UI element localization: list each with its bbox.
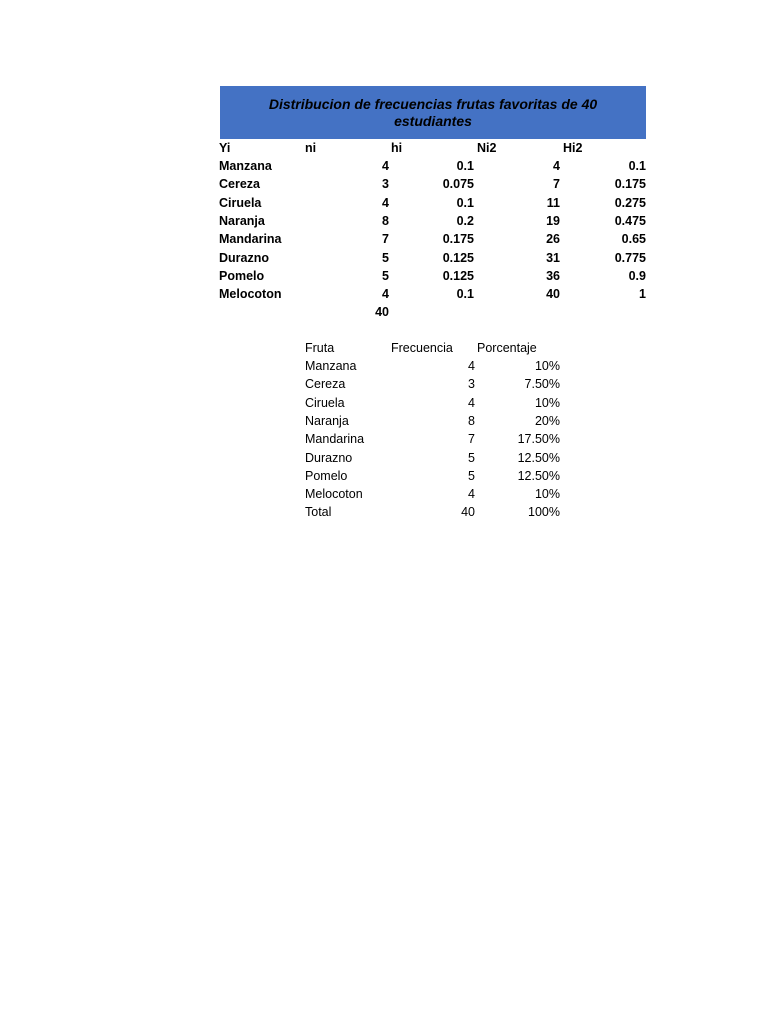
- table2-cell: 5: [468, 450, 475, 465]
- table1-header-cell: Hi2: [563, 141, 583, 155]
- table1-cell: 5: [382, 268, 389, 283]
- table1-cell: 0.775: [614, 250, 646, 265]
- table1-header-cell: hi: [391, 141, 403, 155]
- table1-cell: 0.65: [621, 232, 646, 247]
- table1-cell: 11: [546, 195, 560, 210]
- table2-cell: 4: [468, 359, 475, 373]
- table1-cell: 1: [639, 287, 646, 302]
- table1-row-label: Durazno: [219, 250, 269, 265]
- table2-row-label: Pomelo: [305, 468, 348, 483]
- table2-row-label: Total: [305, 505, 332, 520]
- table2-row-label: Ciruela: [305, 395, 345, 410]
- table1-header-cell: ni: [305, 141, 317, 155]
- table1-row-label: Naranja: [219, 213, 265, 228]
- table2-header-cell: Frecuencia: [391, 341, 453, 355]
- table1-cell: 0.1: [456, 195, 474, 210]
- table2-row-label: Mandarina: [305, 432, 365, 447]
- table1-cell: 4: [553, 159, 560, 173]
- table1-cell: 0.1: [628, 159, 646, 173]
- table2-cell: 5: [468, 468, 475, 483]
- table1-row-label: Melocoton: [219, 287, 282, 302]
- table1-cell: 0.1: [456, 159, 474, 173]
- table1-cell: 0.175: [442, 232, 474, 247]
- table1-cell: 4: [382, 159, 389, 173]
- table1-cell: 8: [382, 213, 389, 228]
- table1-cell: 26: [546, 232, 560, 247]
- table1-cell: 5: [382, 250, 389, 265]
- table1-cell: 0.075: [442, 177, 474, 192]
- table1-cell: 4: [382, 287, 389, 302]
- table1-cell: 0.475: [614, 213, 646, 228]
- table1-cell: 3: [382, 177, 389, 192]
- table1-cell: 0.125: [442, 268, 474, 283]
- table1-cell: 0.1: [456, 287, 474, 302]
- table2-cell: 4: [468, 395, 475, 410]
- table2-cell: 7: [468, 432, 475, 447]
- table2-cell: 10%: [534, 359, 560, 373]
- table1-cell: 0.2: [456, 213, 474, 228]
- table2-row-label: Manzana: [305, 359, 357, 373]
- table1-cell: 4: [382, 195, 389, 210]
- table2-cell: 40: [461, 505, 475, 520]
- table2-cell: 8: [468, 413, 475, 428]
- table1-row-label: Cereza: [219, 177, 260, 192]
- table2-cell: 17.50%: [517, 432, 560, 447]
- table2-cell: 3: [468, 377, 475, 392]
- table1-cell: 36: [546, 268, 560, 283]
- table1-title-banner: [220, 86, 646, 139]
- table2-cell: 7.50%: [524, 377, 560, 392]
- table2-row-label: Naranja: [305, 413, 349, 428]
- table2-cell: 10%: [534, 395, 560, 410]
- table2-header-cell: Porcentaje: [477, 341, 537, 355]
- table1-cell: 0.175: [614, 177, 646, 192]
- table2-row-label: Melocoton: [305, 487, 363, 502]
- table1-row-label: Pomelo: [219, 268, 265, 283]
- table1-header-cell: Yi: [219, 141, 231, 155]
- table1-title: Distribucion de frecuencias frutas favoritas de 40 estudiantes: [268, 95, 598, 129]
- table1-cell: 40: [546, 287, 560, 302]
- table1-cell: 7: [553, 177, 560, 192]
- table2-cell: 4: [468, 487, 475, 502]
- table1-cell: 0.125: [442, 250, 474, 265]
- table2-header-cell: Fruta: [305, 341, 335, 355]
- table1-cell: 19: [546, 213, 560, 228]
- table1-row-label: Manzana: [219, 159, 272, 173]
- table2-cell: 12.50%: [517, 450, 560, 465]
- table2-cell: 12.50%: [517, 468, 560, 483]
- table1-row-label: Ciruela: [219, 195, 262, 210]
- table2-cell: 100%: [528, 505, 560, 520]
- table1-cell: 31: [546, 250, 560, 265]
- table1-row-label: Mandarina: [219, 232, 282, 247]
- table1-cell: 0.275: [614, 195, 646, 210]
- table1-total-ni: 40: [375, 305, 389, 320]
- table2-row-label: Cereza: [305, 377, 346, 392]
- table1-header-cell: Ni2: [477, 141, 497, 155]
- table2-row-label: Durazno: [305, 450, 353, 465]
- table2-cell: 10%: [534, 487, 560, 502]
- table1-cell: 0.9: [628, 268, 646, 283]
- table1-cell: 7: [382, 232, 389, 247]
- table2-cell: 20%: [534, 413, 560, 428]
